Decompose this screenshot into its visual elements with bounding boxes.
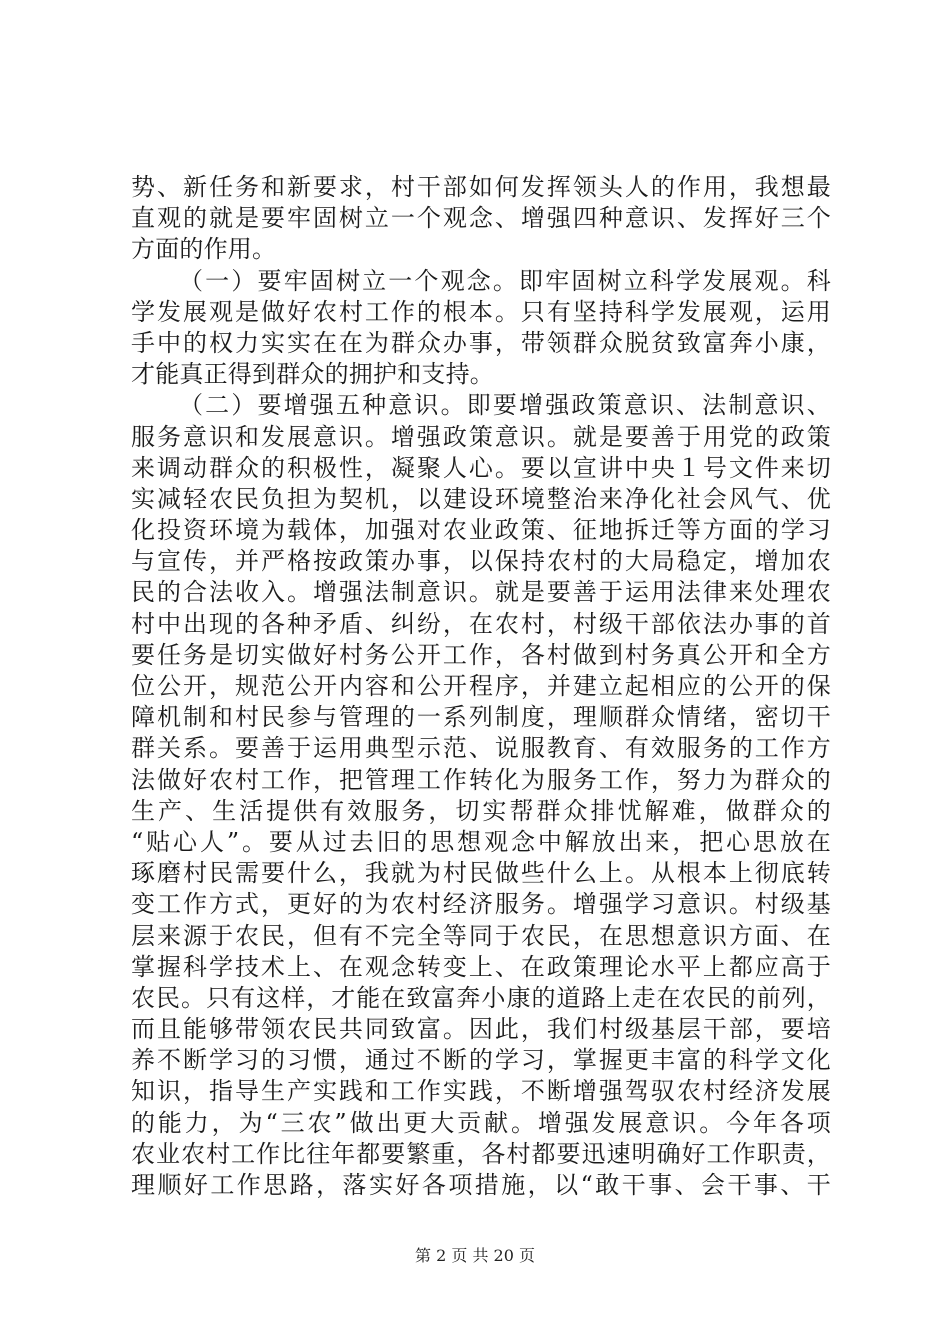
text-line: 实减轻农民负担为契机，以建设环境整治来净化社会风气、优 <box>131 484 831 513</box>
text-line: 来调动群众的积极性，凝聚人心。要以宣讲中央１号文件来切 <box>131 453 831 482</box>
body-text <box>131 172 831 1201</box>
text-line: 掌握科学技术上、在观念转变上、在政策理论水平上都应高于 <box>131 952 831 981</box>
text-line: 理顺好工作思路，落实好各项措施，以“敢干事、会干事、干 <box>131 1171 831 1199</box>
text-line: 的能力，为“三农”做出更大贡献。增强发展意识。今年各项 <box>131 1108 831 1137</box>
text-line: 势、新任务和新要求，村干部如何发挥领头人的作用，我想最 <box>131 173 831 201</box>
text-line: 民的合法收入。增强法制意识。就是要善于运用法律来处理农 <box>131 578 831 607</box>
text-line: 位公开，规范公开内容和公开程序，并建立起相应的公开的保 <box>131 672 831 700</box>
text-line: 服务意识和发展意识。增强政策意识。就是要善于用党的政策 <box>131 422 831 451</box>
paragraph-heading-2: （二）要增强五种意识。即要增强政策意识、法制意识、 <box>179 391 831 420</box>
text-line: 层来源于农民，但有不完全等同于农民，在思想意识方面、在 <box>131 921 831 950</box>
page-footer <box>0 1246 950 1266</box>
text-line: 变工作方式，更好的为农村经济服务。增强学习意识。村级基 <box>131 890 831 919</box>
text-line: 手中的权力实实在在为群众办事，带领群众脱贫致富奔小康， <box>131 328 831 357</box>
text-line: 法做好农村工作，把管理工作转化为服务工作，努力为群众的 <box>131 765 831 794</box>
text-line: 与宣传，并严格按政策办事，以保持农村的大局稳定，增加农 <box>131 547 831 576</box>
text-line: 才能真正得到群众的拥护和支持。 <box>131 360 494 389</box>
text-line: 直观的就是要牢固树立一个观念、增强四种意识、发挥好三个 <box>131 204 831 233</box>
text-line: 琢磨村民需要什么，我就为村民做些什么上。从根本上彻底转 <box>131 859 831 888</box>
text-line: 方面的作用。 <box>131 235 277 264</box>
page-number-indicator: 第 2 页 共 20 页 <box>415 1246 535 1265</box>
text-line: 要任务是切实做好村务公开工作，各村做到村务真公开和全方 <box>131 640 831 669</box>
text-line: 学发展观是做好农村工作的根本。只有坚持科学发展观，运用 <box>131 297 831 326</box>
text-line: 知识，指导生产实践和工作实践，不断增强驾驭农村经济发展 <box>131 1077 831 1106</box>
text-line: 群关系。要善于运用典型示范、说服教育、有效服务的工作方 <box>131 734 831 763</box>
text-line: 村中出现的各种矛盾、纠纷，在农村，村级干部依法办事的首 <box>131 609 831 638</box>
text-line: 障机制和村民参与管理的一系列制度，理顺群众情绪，密切干 <box>131 703 831 732</box>
text-line: 而且能够带领农民共同致富。因此，我们村级基层干部，要培 <box>131 1015 831 1044</box>
text-line: 生产、生活提供有效服务，切实帮群众排忧解难，做群众的 <box>131 796 831 825</box>
text-line: “贴心人”。要从过去旧的思想观念中解放出来，把心思放在 <box>131 827 831 856</box>
text-line: 养不断学习的习惯，通过不断的学习，掌握更丰富的科学文化 <box>131 1046 831 1075</box>
text-line: 农民。只有这样，才能在致富奔小康的道路上走在农民的前列， <box>131 983 831 1012</box>
text-line: 农业农村工作比往年都要繁重，各村都要迅速明确好工作职责， <box>131 1139 831 1168</box>
paragraph-heading-1: （一）要牢固树立一个观念。即牢固树立科学发展观。科 <box>179 266 831 295</box>
text-line: 化投资环境为载体，加强对农业政策、征地拆迁等方面的学习 <box>131 516 831 545</box>
